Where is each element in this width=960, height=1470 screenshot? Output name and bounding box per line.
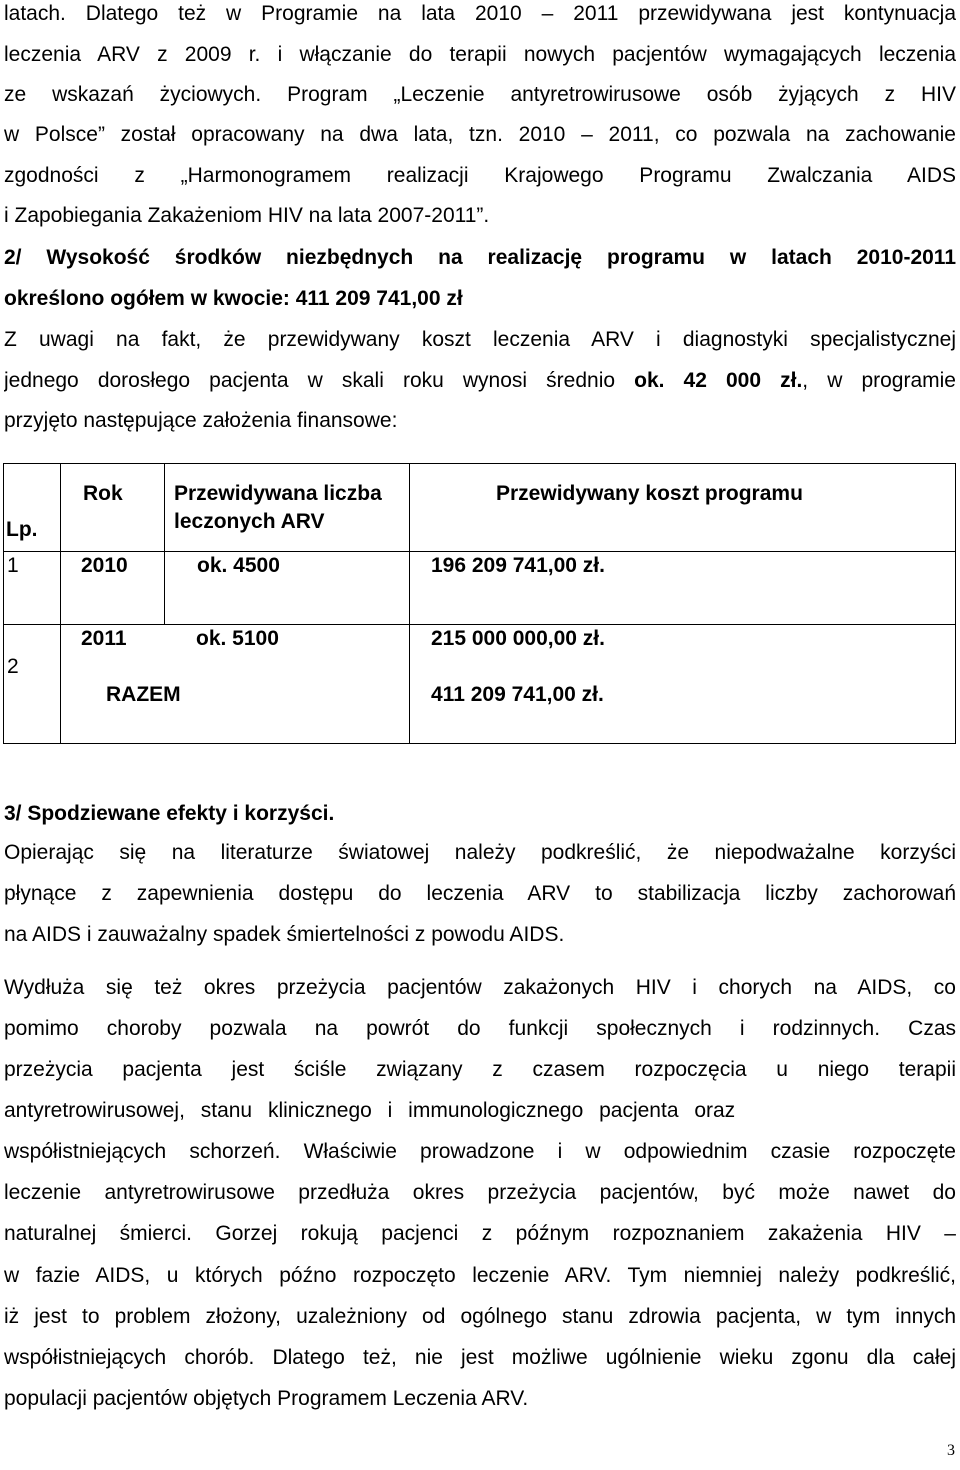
text-line: leczenie antyretrowirusowe przedłuża okres przeżycia pacjentów, być może nawet do: [4, 1181, 956, 1204]
cost-highlight: ok. 42 000 zł.: [634, 369, 803, 392]
row-koszt: 215 000 000,00 zł.: [431, 627, 605, 650]
text-line: zgodności z „Harmonogramem realizacji Krajowego Programu Zwalczania AIDS: [4, 164, 956, 187]
text-line: ze wskazań życiowych. Program „Leczenie antyretrowirusowe osób żyjących z HIV: [4, 83, 956, 106]
text-line: leczenia ARV z 2009 r. i włączanie do terapii nowych pacjentów wymagających leczenia: [4, 43, 956, 66]
text-span: jednego dorosłego pacjenta w skali roku wynosi średnio: [4, 369, 635, 392]
page-number: 3: [947, 1442, 955, 1459]
text-line: latach. Dlatego też w Programie na lata 2010 – 2011 przewidywana jest kontynuacja: [4, 2, 956, 25]
cell-rok: [61, 552, 165, 625]
section-heading: określono ogółem w kwocie: 411 209 741,00 zł: [4, 287, 463, 310]
section-heading: 2/ Wysokość środków niezbędnych na realizację programu w latach 2010-2011: [4, 246, 956, 269]
text-line: w fazie AIDS, u których późno rozpoczęto leczenie ARV. Tym niemniej należy podkreślić,: [4, 1264, 956, 1287]
text-line: Wydłuża się też okres przeżycia pacjentów zakażonych HIV i chorych na AIDS, co: [4, 976, 956, 999]
cell-koszt-razem: [410, 625, 956, 744]
text-line: przeżycia pacjenta jest ściśle związany z czasem rozpoczęcia u niego terapii: [4, 1058, 956, 1081]
text-line: populacji pacjentów objętych Programem Leczenia ARV.: [4, 1387, 529, 1410]
row-liczba: ok. 4500: [197, 554, 280, 577]
header-rok: Rok: [83, 482, 123, 505]
header-cell-koszt: [410, 464, 956, 552]
header-cell-liczba: [165, 464, 410, 552]
header-cell-rok: [61, 464, 165, 552]
total-value: 411 209 741,00 zł.: [431, 683, 604, 706]
text-line: antyretrowirusowej, stanu klinicznego i immunologicznego pacjenta oraz: [4, 1099, 736, 1122]
text-line: [4, 366, 956, 396]
text-line: pomimo choroby pozwala na powrót do funkcji społecznych i rodzinnych. Czas: [4, 1017, 956, 1040]
header-lp: Lp.: [6, 518, 38, 541]
text-line: współistniejących chorób. Dlatego też, nie jest możliwe ugólnienie wieku zgonu dla całej: [4, 1346, 956, 1369]
table-row: [4, 625, 956, 744]
text-line: iż jest to problem złożony, uzależniony od ogólnego stanu zdrowia pacjenta, w tym innych: [4, 1305, 956, 1328]
cell-liczba: [165, 552, 410, 625]
row-liczba: ok. 5100: [196, 627, 279, 650]
table-row: [4, 552, 956, 625]
text-line: w Polsce” został opracowany na dwa lata, tzn. 2010 – 2011, co pozwala na zachowanie: [4, 123, 956, 146]
cell-lp: [4, 552, 61, 625]
header-koszt: Przewidywany koszt programu: [496, 482, 803, 505]
row-lp: 1: [7, 554, 19, 577]
section-heading: 3/ Spodziewane efekty i korzyści.: [4, 802, 335, 825]
table-header-row: [4, 464, 956, 552]
text-line: naturalnej śmierci. Gorzej rokują pacjenci z późnym rozpoznaniem zakażenia HIV –: [4, 1222, 956, 1245]
text-span: , w programie: [802, 369, 956, 392]
text-line: współistniejących schorzeń. Właściwie prowadzone i w odpowiednim czasie rozpoczęte: [4, 1140, 956, 1163]
header-cell-lp: [4, 464, 61, 552]
text-line: płynące z zapewnienia dostępu do leczenia ARV to stabilizacja liczby zachorowań: [4, 882, 956, 905]
financial-table: [3, 463, 956, 744]
cell-rok-liczba-razem: [61, 625, 410, 744]
row-rok: 2011: [81, 627, 127, 650]
row-koszt: 196 209 741,00 zł.: [431, 554, 605, 577]
row-rok: 2010: [81, 554, 128, 577]
header-liczba: Przewidywana liczba: [174, 482, 382, 505]
cell-lp: [4, 625, 61, 744]
header-liczba: leczonych ARV: [174, 510, 325, 533]
text-line: Opierając się na literaturze światowej należy podkreślić, że niepodważalne korzyści: [4, 841, 956, 864]
text-line: Z uwagi na fakt, że przewidywany koszt leczenia ARV i diagnostyki specjalistycznej: [4, 328, 956, 351]
text-line: na AIDS i zauważalny spadek śmiertelności z powodu AIDS.: [4, 923, 565, 946]
text-line: i Zapobiegania Zakażeniom HIV na lata 2007-2011”.: [4, 204, 490, 227]
cell-koszt: [410, 552, 956, 625]
row-lp: 2: [7, 655, 19, 678]
text-line: przyjęto następujące założenia finansowe:: [4, 409, 398, 432]
total-label: RAZEM: [106, 683, 181, 706]
